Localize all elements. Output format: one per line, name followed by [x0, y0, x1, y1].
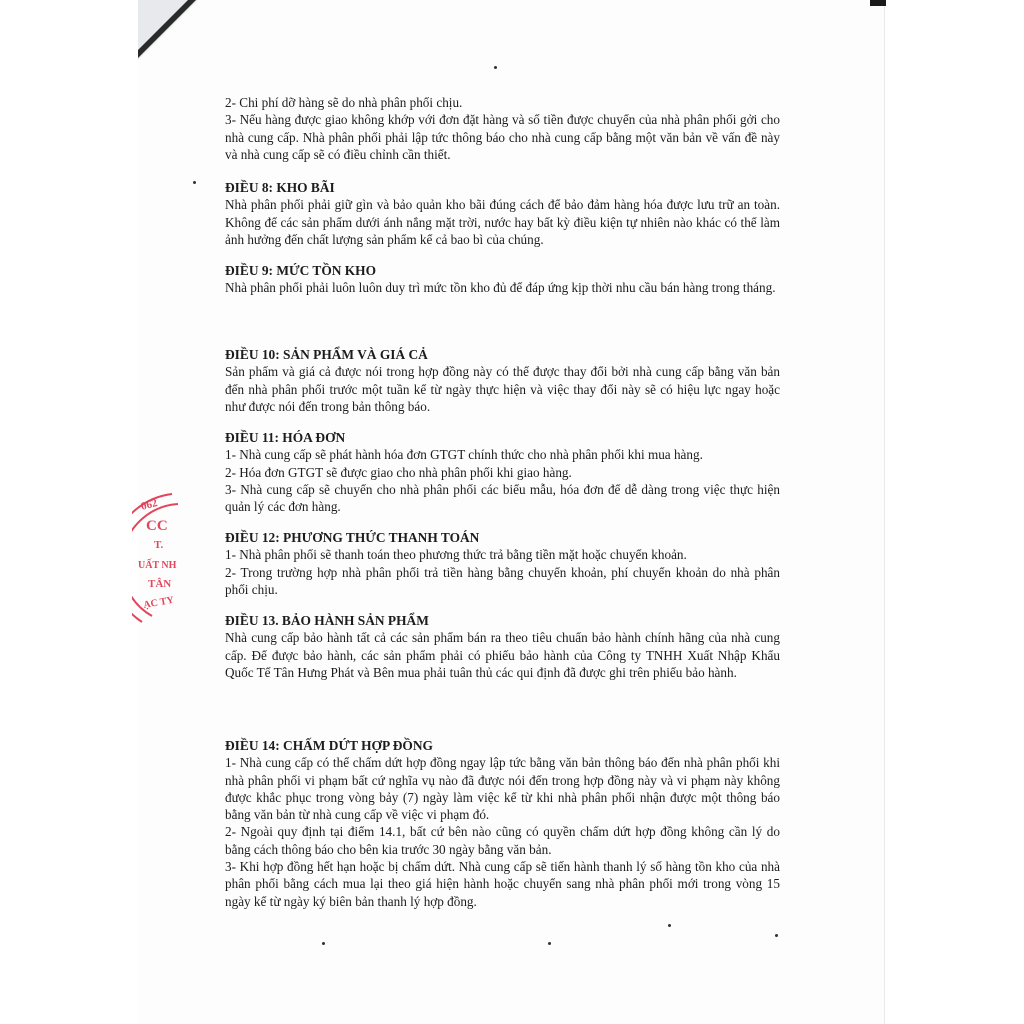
scan-speck	[494, 66, 497, 69]
article-14	[225, 737, 780, 910]
article-13	[225, 612, 780, 681]
article-10	[225, 346, 780, 415]
scan-speck	[775, 934, 778, 937]
paragraph: 2- Hóa đơn GTGT sẽ được giao cho nhà phân phối khi giao hàng.	[225, 464, 572, 480]
scan-speck	[668, 924, 671, 927]
article-heading: ĐIỀU 13. BẢO HÀNH SẢN PHẨM	[225, 613, 429, 628]
paragraph: 3- Khi hợp đồng hết hạn hoặc bị chấm dứt. Nhà cung cấp sẽ tiến hành thanh lý số hàng tồn kho của nhà phân phối bằng cách mua lại theo giá hiện hành hoặc chuyển sang nhà phân phối mới trong vòng 15 ngày kể từ ngày ký biên bản thanh lý hợp đồng.	[225, 859, 780, 909]
paragraph: 3- Nhà cung cấp sẽ chuyển cho nhà phân phối các biểu mẫu, hóa đơn để dễ dàng trong việc thực hiện quản lý các đơn hàng.	[225, 481, 780, 515]
paragraph: Nhà phân phối phải luôn luôn duy trì mức tồn kho đủ để đáp ứng kịp thời nhu cầu bán hàng trong tháng.	[225, 280, 776, 296]
paragraph: 2- Trong trường hợp nhà phân phối trả tiền hàng bằng chuyển khoản, phí chuyển khoản do nhà phân phối chịu.	[225, 564, 780, 597]
svg-text:UẤT NH: UẤT NH	[138, 560, 177, 571]
paragraph: Nhà cung cấp bảo hành tất cả các sản phẩm bán ra theo tiêu chuẩn bảo hành chính hãng của nhà cung cấp. Để được bảo hành, các sản phẩm phải có phiếu bảo hành của Công ty TNHH Xuất Nhập Khẩu Quốc Tế Tân Hưng Phát và Bên mua phải tuân thủ các qui định đã được ghi trên phiếu bảo hành.	[225, 630, 780, 680]
company-seal-stamp	[132, 490, 178, 630]
intro-section	[225, 94, 780, 163]
article-heading: ĐIỀU 12: PHƯƠNG THỨC THANH TOÁN	[225, 530, 480, 545]
paragraph: Sản phẩm và giá cả được nói trong hợp đồng này có thể được thay đổi bởi nhà cung cấp bằng văn bản đến nhà phân phối trước một tuần kể từ ngày thực hiện và việc thay đổi này sẽ có hiệu lực ngay hoặc như được nói đến trong bản thông báo.	[225, 364, 780, 414]
article-heading: ĐIỀU 14: CHẤM DỨT HỢP ĐỒNG	[225, 738, 433, 753]
scan-left-margin	[0, 0, 138, 1024]
paragraph: 1- Nhà cung cấp có thể chấm dứt hợp đồng ngay lập tức bằng văn bản thông báo đến nhà phân phối khi nhà phân phối vi phạm bất cứ nghĩa vụ nào đã được nói đến trong hợp đồng này và vi phạm này không được khắc phục trong vòng bảy (7) ngày làm việc kể từ khi nhà phân phối nhận được một thông báo bằng văn bản từ nhà cung cấp về việc vi phạm đó.	[225, 755, 780, 823]
article-heading: ĐIỀU 9: MỨC TỒN KHO	[225, 263, 377, 278]
article-12	[225, 529, 780, 598]
article-heading: ĐIỀU 10: SẢN PHẨM VÀ GIÁ CẢ	[225, 347, 428, 362]
scan-edge-mark	[870, 0, 886, 6]
article-11	[225, 429, 780, 515]
paragraph: 3- Nếu hàng được giao không khớp với đơn đặt hàng và số tiền được chuyển của nhà phân phối gởi cho nhà cung cấp. Nhà phân phối phải lập tức thông báo cho nhà cung cấp bằng một văn bản về vấn đề này và nhà cung cấp sẽ có điều chỉnh cần thiết.	[225, 112, 780, 162]
folded-corner-icon	[138, 0, 198, 60]
scan-speck	[548, 942, 551, 945]
article-8	[225, 179, 780, 248]
svg-text:062: 062	[139, 497, 159, 513]
paragraph: 2- Ngoài quy định tại điểm 14.1, bất cứ bên nào cũng có quyền chấm dứt hợp đồng không cần lý do bằng cách thông báo cho bên kia trước 30 ngày bằng văn bản.	[225, 824, 780, 857]
svg-text:ẠC TY: ẠC TY	[142, 594, 175, 611]
article-heading: ĐIỀU 8: KHO BÃI	[225, 180, 335, 195]
svg-text:CC: CC	[146, 518, 168, 534]
svg-text:TÂN: TÂN	[148, 578, 172, 590]
scan-speck	[322, 942, 325, 945]
paragraph: Nhà phân phối phải giữ gìn và bảo quản kho bãi đúng cách để bảo đảm hàng hóa được lưu trữ an toàn. Không để các sản phẩm dưới ánh nắng mặt trời, nước hay bất kỳ điều kiện tự nhiên nào khác có thể làm ảnh hưởng đến chất lượng sản phẩm kể cả bao bì của chúng.	[225, 197, 780, 247]
article-heading: ĐIỀU 11: HÓA ĐƠN	[225, 430, 346, 445]
article-9	[225, 262, 780, 297]
paragraph: 1- Nhà cung cấp sẽ phát hành hóa đơn GTGT chính thức cho nhà phân phối khi mua hàng.	[225, 447, 703, 463]
scan-speck	[193, 181, 196, 184]
svg-text:T.: T.	[154, 539, 164, 551]
paragraph: 2- Chi phí dỡ hàng sẽ do nhà phân phối chịu.	[225, 95, 463, 110]
paragraph: 1- Nhà phân phối sẽ thanh toán theo phương thức trả bằng tiền mặt hoặc chuyển khoản.	[225, 547, 687, 563]
